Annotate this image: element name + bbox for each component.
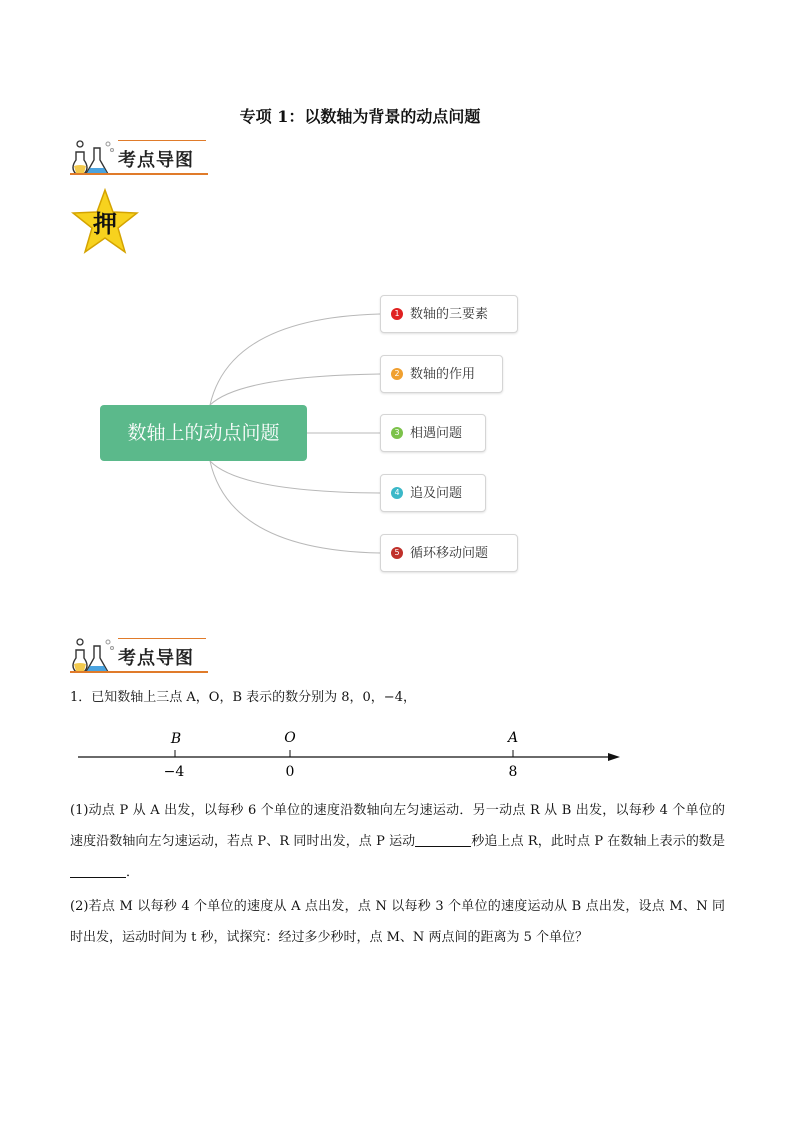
page-title: 专项 1：以数轴为背景的动点问题 [239,107,481,126]
arrow-icon [608,753,620,761]
point-value-o: 0 [285,764,295,780]
point-value-b: −4 [163,764,185,780]
badge-char: 押 [93,209,117,238]
section-header-questions [70,634,210,676]
point-label-a: A [507,730,519,746]
branch-number: 4 [391,487,403,499]
mindmap-branch [380,295,518,333]
question-part-1 [70,795,725,888]
point-label-o: O [284,730,296,746]
branch-label: 数轴的三要素 [410,307,489,322]
branch-label: 数轴的作用 [410,367,476,382]
branch-number: 5 [391,547,403,559]
mindmap-center-node: 数轴上的动点问题 [100,405,307,461]
mindmap-branch [380,414,486,452]
branch-label: 追及问题 [410,486,463,501]
part1-text-a: (1)动点 P 从 A 出发，以每秒 6 个单位的速度沿数轴向左匀速运动．另一动点 R 从 B 出发，以每秒 4 个单位的速度沿数轴向左匀速运动，若点 P、R 同时出发，点 P 运动 [70,803,725,849]
mindmap-branch [380,474,486,512]
mindmap-branch [380,355,503,393]
question-part-2: (2)若点 M 以每秒 4 个单位的速度从 A 点出发，点 N 以每秒 3 个单位的速度运动从 B 点出发，设点 M、N 同时出发，运动时间为 t 秒，试探究：经过多少秒时，点 M、N 两点间的距离为 5 个单位？ [70,899,725,945]
answer-blank-1[interactable] [415,832,471,847]
flask-icon [72,636,118,676]
part1-text-b: 秒追上点 R，此时点 P 在数轴上表示的数是 [471,834,726,849]
section-label: 考点导图 [118,648,194,669]
number-line [70,722,630,784]
part1-text-c: ． [126,865,140,880]
answer-blank-2[interactable] [70,863,126,878]
question-intro: 1．已知数轴上三点 A，O，B 表示的数分别为 8，0，−4， [70,690,416,705]
point-label-b: B [170,731,182,747]
point-value-a: 8 [508,764,518,780]
branch-number: 3 [391,427,403,439]
branch-label: 相遇问题 [410,426,463,441]
section-label: 考点导图 [118,150,194,171]
mindmap-branch [380,534,518,572]
branch-number: 1 [391,308,403,320]
branch-number: 2 [391,368,403,380]
branch-label: 循环移动问题 [410,546,489,561]
